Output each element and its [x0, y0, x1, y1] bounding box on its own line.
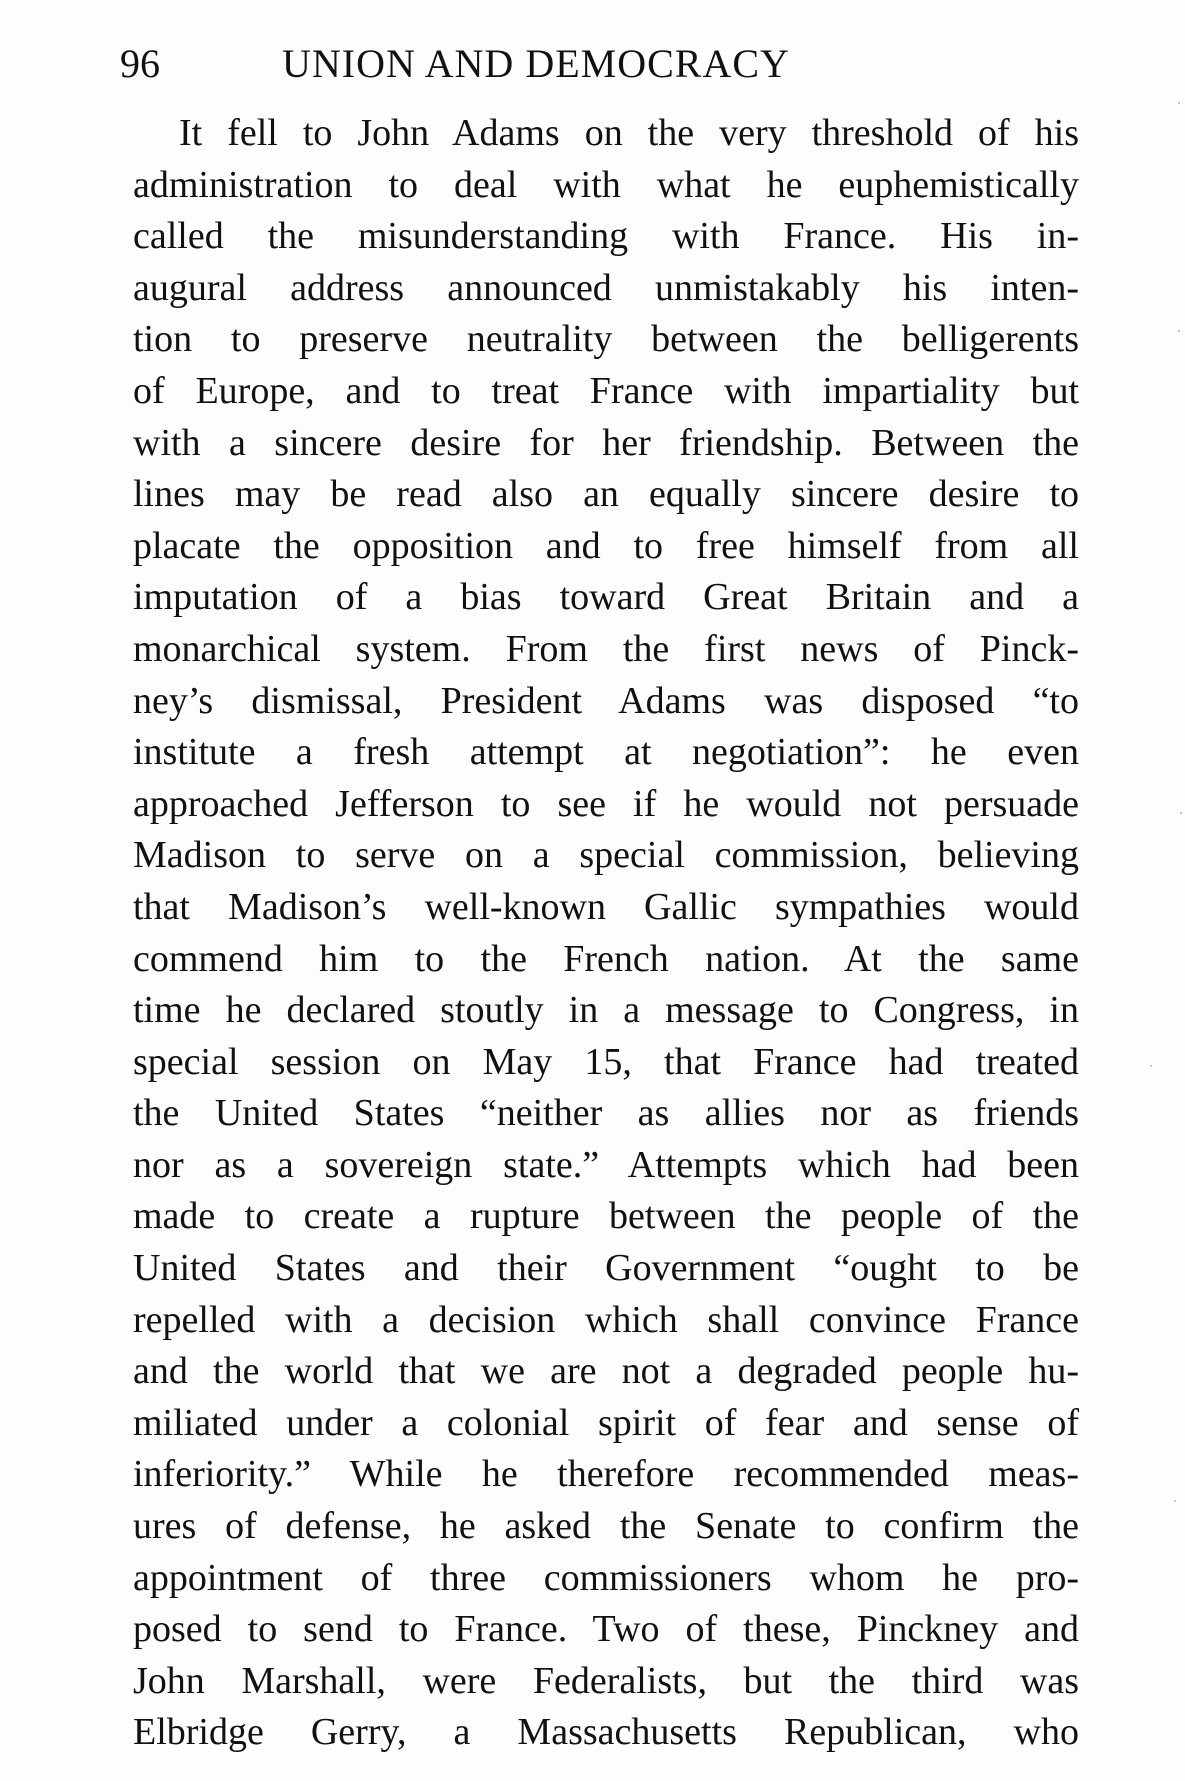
text-line: lines may be read also an equally sincere desire to: [133, 473, 1079, 516]
text-line: miliated under a colonial spirit of fear and sense of: [133, 1401, 1079, 1444]
text-line: ures of defense, he asked the Senate to confirm the: [133, 1505, 1079, 1548]
text-line: of Europe, and to treat France with impartiality but: [133, 369, 1079, 412]
text-line: appointment of three commissioners whom he pro-: [133, 1556, 1079, 1599]
body-paragraph: [133, 108, 1079, 1759]
text-line: the United States “neither as allies nor as friends: [133, 1092, 1079, 1135]
text-line: It fell to John Adams on the very threshold of his: [179, 112, 1079, 154]
text-line: tion to preserve neutrality between the belligerents: [133, 318, 1079, 361]
margin-speck: [1178, 330, 1180, 332]
text-line: and the world that we are not a degraded people hu-: [133, 1350, 1079, 1393]
text-line: repelled with a decision which shall convince France: [133, 1298, 1079, 1341]
text-line: inferiority.” While he therefore recommended meas-: [133, 1453, 1079, 1496]
text-line: ney’s dismissal, President Adams was disposed “to: [133, 679, 1079, 722]
text-line: with a sincere desire for her friendship. Between the: [133, 421, 1079, 464]
text-line: imputation of a bias toward Great Britain and a: [133, 576, 1079, 619]
text-line: approached Jefferson to see if he would not persuade: [133, 782, 1079, 825]
text-line: institute a fresh attempt at negotiation”: he even: [133, 731, 1079, 774]
text-line: commend him to the French nation. At the same: [133, 937, 1079, 980]
text-line: that Madison’s well-known Gallic sympathies would: [133, 885, 1079, 928]
margin-speck: [1180, 812, 1182, 814]
text-line: United States and their Government “ought to be: [133, 1247, 1079, 1290]
text-line: monarchical system. From the first news of Pinck-: [133, 627, 1079, 670]
page-number: 96: [120, 41, 160, 86]
text-line: placate the opposition and to free himself from all: [133, 524, 1079, 567]
text-line: nor as a sovereign state.” Attempts which had been: [133, 1143, 1079, 1186]
text-line: posed to send to France. Two of these, Pinckney and: [133, 1608, 1079, 1651]
text-line: Elbridge Gerry, a Massachusetts Republican, who: [133, 1711, 1079, 1754]
text-line: Madison to serve on a special commission, believing: [133, 834, 1079, 877]
page-header: [120, 34, 1120, 94]
running-title: UNION AND DEMOCRACY: [282, 41, 790, 86]
text-line: administration to deal with what he euphemistically: [133, 163, 1079, 206]
text-line: called the misunderstanding with France. His in-: [133, 215, 1079, 258]
margin-speck: [1174, 1500, 1176, 1502]
margin-speck: [1178, 102, 1180, 104]
text-line: augural address announced unmistakably his inten-: [133, 266, 1079, 309]
text-line: John Marshall, were Federalists, but the third was: [133, 1659, 1079, 1702]
text-line: time he declared stoutly in a message to Congress, in: [133, 989, 1079, 1032]
text-line: made to create a rupture between the people of the: [133, 1195, 1079, 1238]
text-line: special session on May 15, that France had treated: [133, 1040, 1079, 1083]
margin-speck: [1150, 1065, 1152, 1067]
